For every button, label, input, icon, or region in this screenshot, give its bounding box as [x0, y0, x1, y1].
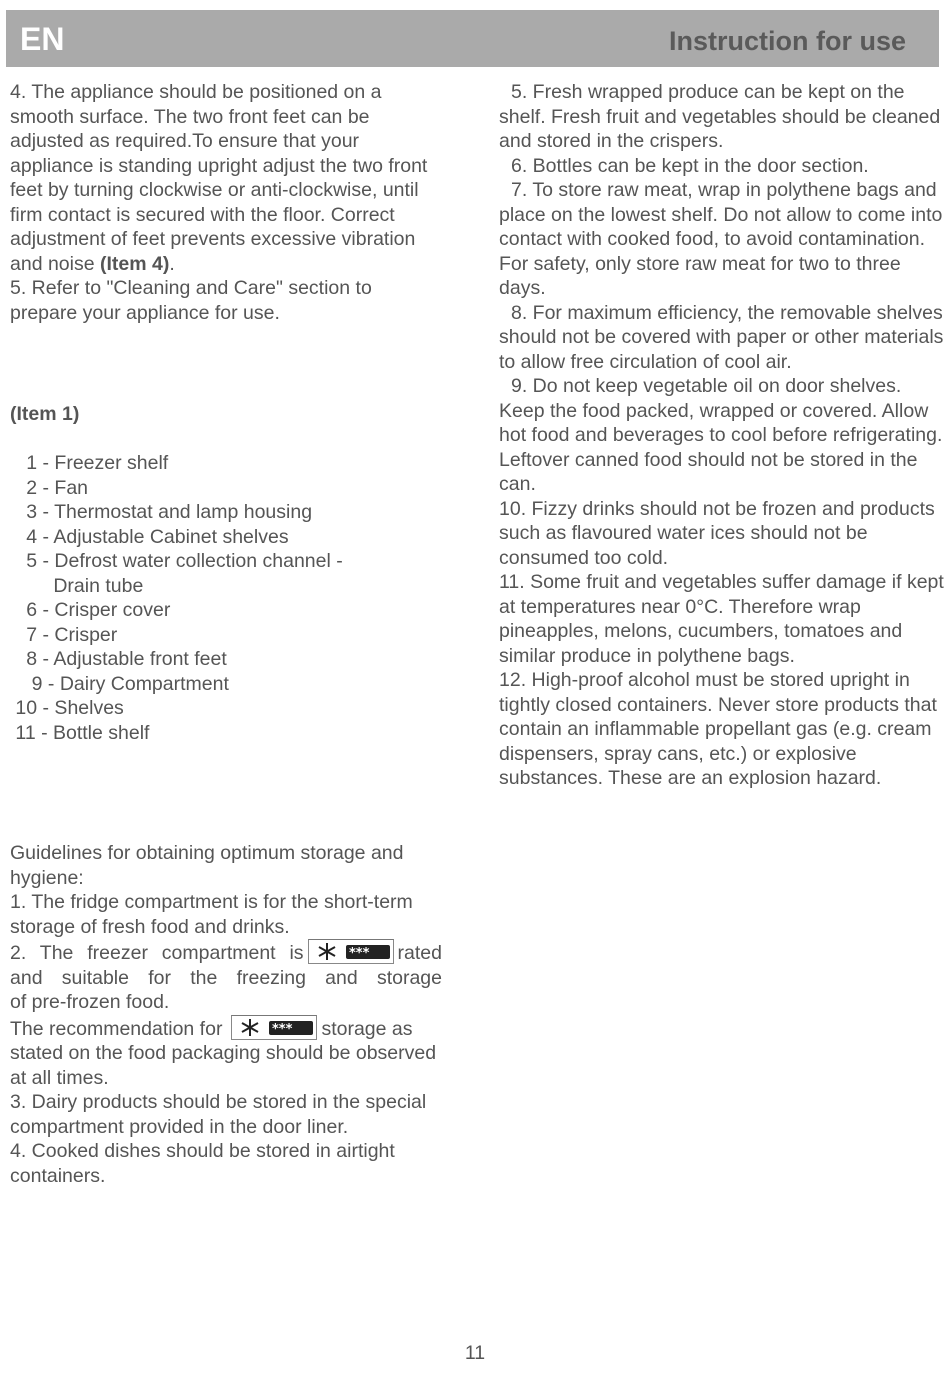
list-item: 5 - Defrost water collection channel -: [10, 550, 343, 572]
recommendation-rest: stated on the food packaging should be observed at all times.: [10, 1042, 437, 1089]
list-item: 9 - Dairy Compartment: [10, 672, 229, 695]
list-item: 10 - Shelves: [10, 697, 124, 719]
paragraph-7: 7. To store raw meat, wrap in polythene bags and place on the lowest shelf. Do not allow to come into contact with cooked food, to avoid contamination. For safety, only store raw meat for two to three days.: [499, 179, 943, 299]
guideline-1: 1. The fridge compartment is for the short-term storage of fresh food and drinks.: [10, 891, 413, 938]
right-column: [499, 80, 944, 791]
guideline-3: 3. Dairy products should be stored in the special compartment provided in the door liner.: [10, 1091, 427, 1138]
guideline-2-line-2: and suitable for the freezing and storage: [10, 966, 442, 989]
list-item: 1 - Freezer shelf: [10, 452, 169, 474]
item-heading: (Item 1): [10, 403, 80, 425]
left-column-guidelines: [10, 841, 442, 1188]
paragraph-12: 12. High-proof alcohol must be stored upright in tightly closed containers. Never store products that contain an inflammable propellant gas (e.g. cream dispensers, spray cans, etc.) or explosive substances. These are an explosion hazard.: [499, 669, 937, 789]
guidelines-heading: Guidelines for obtaining optimum storage and hygiene:: [10, 842, 404, 889]
paragraph-9: 9. Do not keep vegetable oil on door shelves. Keep the food packed, wrapped or covered. Allow hot food and beverages to cool before refrigerating. Leftover canned food should not be stored in the can.: [499, 375, 943, 495]
paragraph-5: 5. Fresh wrapped produce can be kept on the shelf. Fresh fruit and vegetables should be cleaned and stored in the crispers.: [499, 81, 941, 152]
four-star-freezer-rating-icon: [231, 1015, 317, 1040]
svg-text:***: ***: [272, 1021, 293, 1037]
list-item: 3 - Thermostat and lamp housing: [10, 501, 313, 523]
guideline-2-line-3: of pre-frozen food.: [10, 991, 170, 1013]
list-item: Drain tube: [10, 574, 144, 597]
language-label: EN: [20, 21, 65, 57]
list-item: 2 - Fan: [10, 476, 89, 499]
header-bar: [6, 10, 939, 67]
guideline-2-line-1: 2. The freezer compartment is *** rated: [10, 939, 442, 966]
paragraph-10: 10. Fizzy drinks should not be frozen and products such as flavoured water ices should not be consumed too cold.: [499, 497, 935, 569]
guideline-4: 4. Cooked dishes should be stored in airtight containers.: [10, 1140, 395, 1187]
page-number: 11: [464, 1342, 486, 1364]
paragraph-8: 8. For maximum efficiency, the removable shelves should not be covered with paper or other materials to allow free circulation of cool air.: [499, 301, 944, 373]
page-title: Instruction for use: [668, 26, 906, 56]
svg-text:***: ***: [348, 946, 369, 961]
left-column-top: [10, 80, 442, 325]
list-item: 11 - Bottle shelf: [10, 721, 150, 744]
paragraph-cleaning-ref: 5. Refer to "Cleaning and Care" section to prepare your appliance for use.: [10, 277, 372, 324]
list-item: 6 - Crisper cover: [10, 599, 171, 621]
list-item: 4 - Adjustable Cabinet shelves: [10, 525, 289, 548]
list-item: 7 - Crisper: [10, 623, 118, 646]
recommendation-line-1: The recommendation for *** storage as: [10, 1015, 442, 1042]
list-item: 8 - Adjustable front feet: [10, 648, 227, 670]
paragraph-6: 6. Bottles can be kept in the door section.: [511, 154, 869, 177]
paragraph-positioning: 4. The appliance should be positioned on a smooth surface. The two front feet can be adjusted as required.To ensure that your appliance is standing upright adjust the two front feet by turning clockwise or anti-clockwise, until firm contact is secured with the floor. Correct adjustment of feet prevents excessive vibration and noise (Item 4).: [10, 81, 428, 275]
item-4-reference: (Item 4): [100, 252, 170, 275]
four-star-freezer-rating-icon: [308, 939, 394, 964]
parts-list: [10, 451, 440, 745]
paragraph-11: 11. Some fruit and vegetables suffer damage if kept at temperatures near 0°C. Therefore wrap pineapples, melons, cucumbers, tomatoes and similar produce in polythene bags.: [499, 571, 944, 667]
